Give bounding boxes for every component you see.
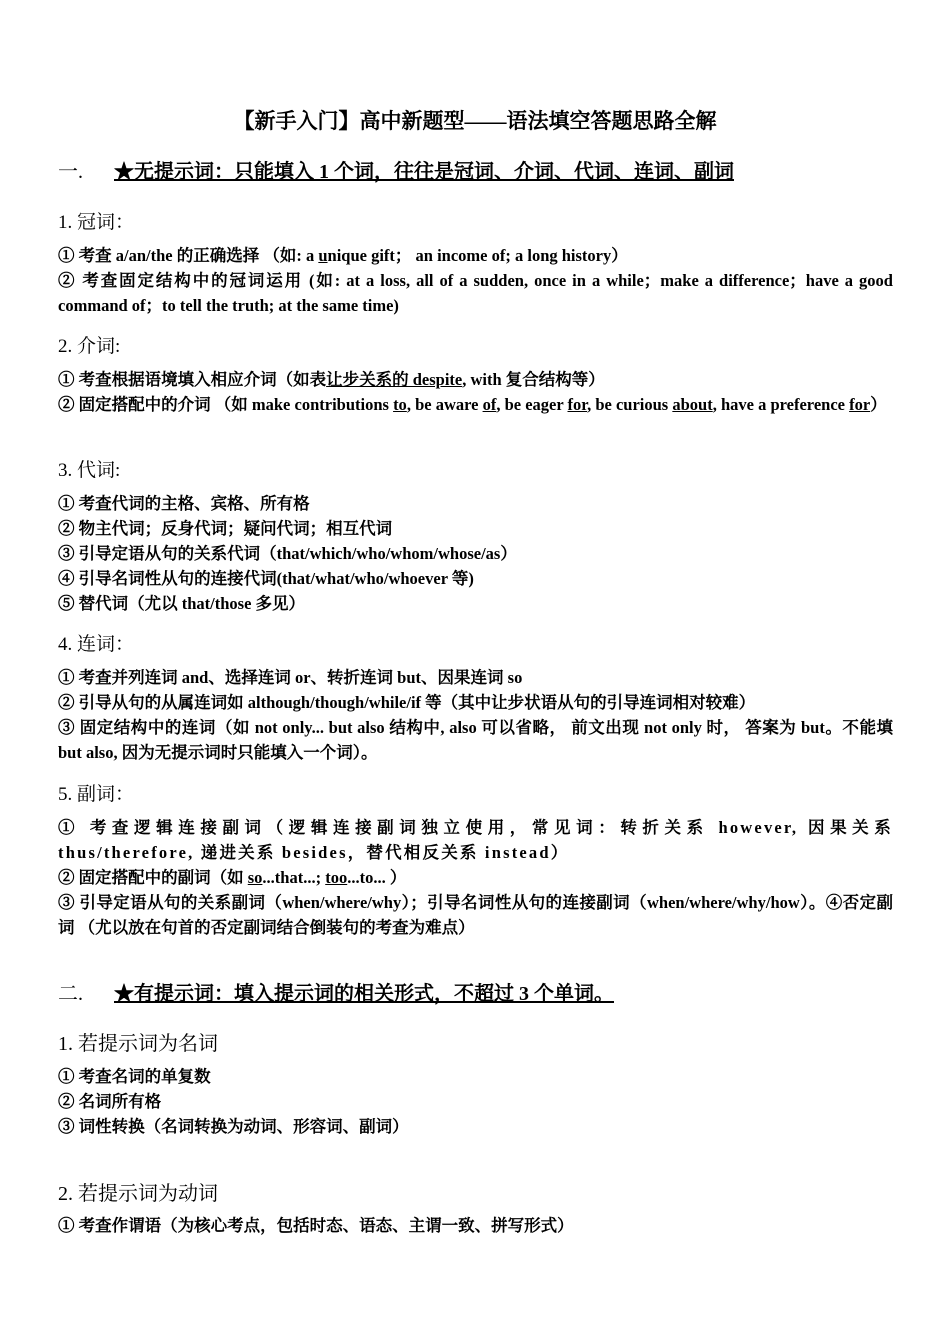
list-item: ③ 词性转换（名词转换为动词、形容词、副词）	[58, 1117, 409, 1136]
subheading-verbs: 2. 若提示词为动词	[58, 1183, 218, 1205]
pronouns-list	[58, 491, 893, 616]
subheading-nouns: 1. 若提示词为名词	[58, 1033, 218, 1055]
list-item: ① 考查作谓语（为核心考点，包括时态、语态、主谓一致、拼写形式）	[58, 1216, 574, 1235]
verbs-list	[58, 1213, 893, 1238]
list-item: ① 考查 a/an/the 的正确选择 （如: a unique gift； an income of; a long history）	[58, 246, 628, 265]
subheading-conjunctions: 4. 连词：	[58, 634, 135, 655]
list-item: ① 考查根据语境填入相应介词（如表让步关系的 despite, with 复合结构等）	[58, 370, 605, 389]
nouns-list	[58, 1064, 893, 1139]
section-1-heading	[58, 155, 734, 184]
list-item: ③ 固定结构中的连词（如 not only... but also 结构中, also 可以省略， 前文出现 not only 时， 答案为 but。不能填 but also, 因为无提示词时只能填入一个词）。	[58, 718, 893, 762]
subheading-prepositions: 2. 介词:	[58, 336, 121, 357]
list-item: ② 固定搭配中的副词（如 so...that...; too...to... ）	[58, 868, 407, 887]
subheading-pronouns: 3. 代词:	[58, 460, 121, 481]
section-2-title: ★有提示词：填入提示词的相关形式，不超过 3 个单词。	[114, 983, 614, 1005]
prepositions-list	[58, 367, 893, 417]
adverbs-list	[58, 815, 893, 940]
section-2-heading	[58, 977, 614, 1006]
list-item: ② 物主代词；反身代词；疑问代词；相互代词	[58, 519, 393, 538]
list-item: ④ 引导名词性从句的连接代词(that/what/who/whoever 等)	[58, 569, 474, 588]
section-2-number: 二.	[58, 983, 83, 1005]
list-item: ③ 引导定语从句的关系副词（when/where/why）；引导名词性从句的连接副词（when/where/why/how）。④否定副词 （尤以放在句首的否定副词结合倒装句的考查为难点）	[58, 893, 893, 937]
list-item: ③ 引导定语从句的关系代词（that/which/who/whom/whose/as）	[58, 544, 517, 563]
conjunctions-list	[58, 665, 893, 765]
list-item: ① 考查名词的单复数	[58, 1067, 211, 1086]
list-item: ① 考查并列连词 and、选择连词 or、转折连词 but、因果连词 so	[58, 668, 523, 687]
section-1-number: 一.	[58, 161, 83, 183]
page-title: 【新手入门】高中新题型——语法填空答题思路全解	[233, 109, 717, 133]
list-item: ② 固定搭配中的介词 （如 make contributions to, be aware of, be eager for, be curious about, have a preference for）	[58, 395, 887, 414]
list-item: ① 考查逻辑连接副词（逻辑连接副词独立使用，常见词：转折关系 however, 因果关系 thus/therefore, 递进关系 besides，替代相反关系 instead）	[58, 818, 893, 862]
list-item: ② 名词所有格	[58, 1092, 162, 1111]
subheading-adverbs: 5. 副词：	[58, 784, 135, 805]
articles-list	[58, 243, 893, 318]
list-item: ① 考查代词的主格、宾格、所有格	[58, 494, 310, 513]
subheading-articles: 1. 冠词：	[58, 212, 135, 233]
section-1-title: ★无提示词：只能填入 1 个词，往往是冠词、介词、代词、连词、副词	[114, 161, 734, 183]
list-item: ⑤ 替代词（尤以 that/those 多见）	[58, 594, 306, 613]
list-item: ② 考查固定结构中的冠词运用 (如: at a loss, all of a sudden, once in a while；make a difference；have a good command of；to tell the truth; at the same time)	[58, 271, 893, 315]
list-item: ② 引导从句的从属连词如 although/though/while/if 等（其中让步状语从句的引导连词相对较难）	[58, 693, 756, 712]
